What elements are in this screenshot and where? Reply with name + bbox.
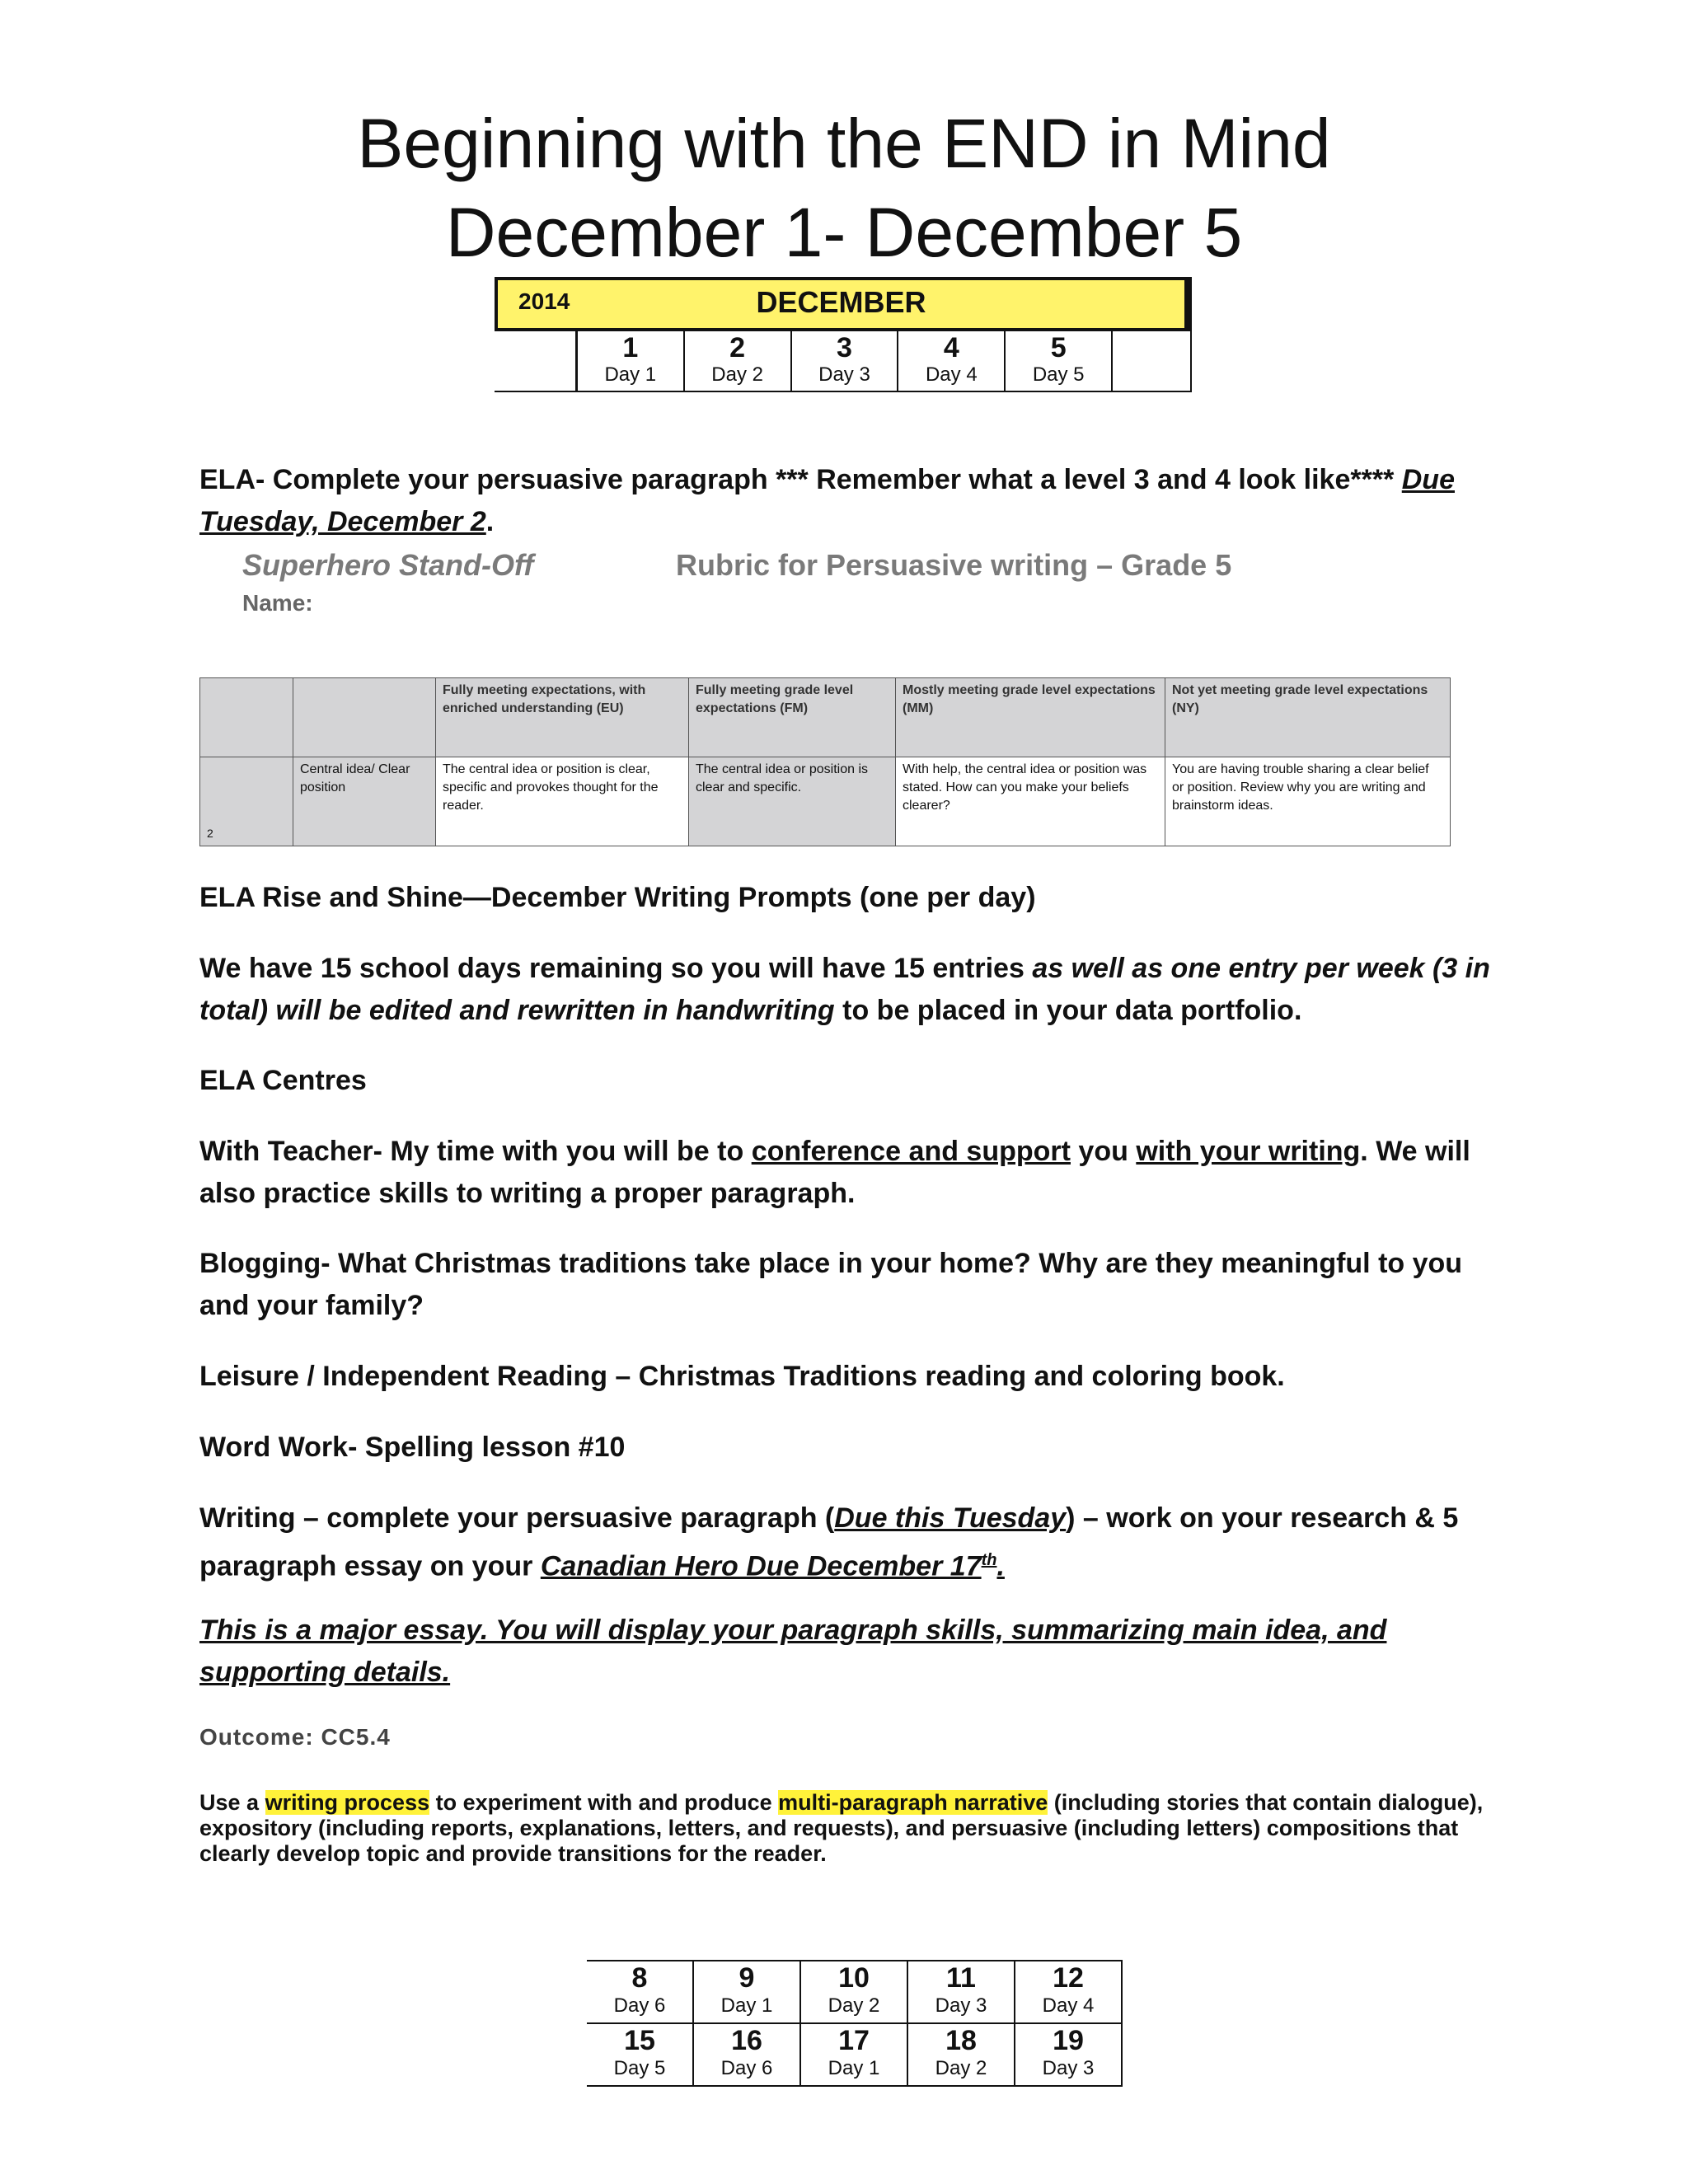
writing-text-b: Due this Tuesday [834,1502,1067,1534]
calendar-day-label: Day 3 [1042,2057,1095,2079]
rubric-cell-ny: You are having trouble sharing a clear belief or position. Review why you are writing and brainstorm ideas. [1165,757,1451,846]
calendar-day-cell [587,1961,693,2023]
calendar-date: 8 [631,1962,648,1994]
calendar-day-cell [1006,331,1113,391]
outcome-text-b: to experiment with and produce [429,1790,779,1815]
calendar-day-cell [1015,2023,1122,2086]
rubric-header-ny: Not yet meeting grade level expectations (NY) [1165,678,1451,757]
outcome-highlight-narrative: multi-paragraph narrative [778,1790,1048,1815]
calendar-header [495,277,1192,331]
ela-task-text: ELA- Complete your persuasive paragraph *** Remember what a level 3 and 4 look like**** [199,464,1402,495]
calendar-day-label: Day 1 [604,363,657,386]
calendar-date: 17 [838,2025,870,2056]
calendar-year: 2014 [518,288,570,314]
calendar-day-cell [693,2023,800,2086]
teacher-text-a: With Teacher- My time with you will be to [199,1136,752,1167]
entries-text-c: to be placed in your data portfolio. [834,995,1302,1026]
outcome-text-c: (including stories that contain dialogue), expository (including reports, explanations, letters, and requests), and persuasive (including letters) compositions that clearly develop topic and provide transitions for the reader. [199,1790,1484,1866]
rubric-row-label: Central idea/ Clear position [293,757,436,846]
calendar-day-cell [907,2023,1015,2086]
writing-text-c: ) – work on your research & 5 paragraph essay on your [199,1502,1459,1582]
calendar-day-label: Day 4 [925,363,978,386]
rubric-table [199,677,1451,846]
calendar-week-row [495,331,1192,392]
with-teacher-paragraph [199,1131,1502,1215]
teacher-text-e: . We will also practice skills to writing a proper paragraph. [199,1136,1470,1209]
calendar-day-label: Day 1 [720,1994,773,2017]
calendar-day-label: Day 3 [935,1994,987,2017]
rubric-corner-mark: 2 [200,757,293,846]
calendar-day-cell [693,1961,800,2023]
calendar-month: DECEMBER [756,285,926,319]
rubric-row [200,757,1451,846]
calendar-day-label: Day 4 [1042,1994,1095,2017]
calendar-day-label: Day 5 [613,2057,666,2079]
teacher-text-c: you [1070,1136,1137,1167]
centres-heading: ELA Centres [199,1065,367,1096]
calendar-date: 15 [624,2025,655,2056]
rubric-cell-mm: With help, the central idea or position was stated. How can you make your beliefs clearer? [896,757,1165,846]
calendar-day-label: Day 5 [1032,363,1085,386]
calendar-day-label: Day 2 [711,363,763,386]
rubric-empty-cell [293,678,436,757]
writing-paragraph [199,1497,1502,1587]
calendar-day-label: Day 2 [935,2057,987,2079]
calendar-date: 4 [943,332,959,363]
word-work-paragraph: Word Work- Spelling lesson #10 [199,1432,626,1463]
teacher-text-d: with your writing [1136,1136,1361,1167]
writing-text-e: . [996,1550,1005,1582]
teacher-text-b: conference and support [751,1136,1071,1167]
calendar-date: 19 [1053,2025,1084,2056]
ela-task-end: . [485,506,495,537]
rubric-cell-fm: The central idea or position is clear and specific. [689,757,896,846]
rubric-name-label: Name: [242,590,313,616]
outcome-label: Outcome: CC5.4 [199,1724,391,1750]
calendar-day-label: Day 6 [720,2057,773,2079]
rubric-cell-eu: The central idea or position is clear, specific and provokes thought for the reader. [436,757,689,846]
calendar-date: 10 [838,1962,870,1994]
entries-paragraph [199,948,1502,1032]
calendar-day-cell [800,2023,907,2086]
calendar-december-weeks-2-3 [587,1960,1123,2087]
calendar-day-cell [1015,1961,1122,2023]
ela-task-paragraph [199,459,1502,543]
calendar-date: 1 [622,332,639,363]
calendar-date: 12 [1053,1962,1084,1994]
major-essay-paragraph: This is a major essay. You will display your paragraph skills, summarizing main idea, and supporting details. [199,1615,1387,1688]
calendar-day-label: Day 3 [818,363,870,386]
ela-task-due: Due Tuesday, December 2 [199,464,1455,537]
entries-text-b: as well as one entry per week (3 in total) will be edited and rewritten in handwriting [199,953,1490,1026]
rubric-superhero-title: Superhero Stand-Off [242,548,534,582]
writing-text-d: Canadian Hero Due December 17 [540,1550,982,1582]
outcome-text-a: Use a [199,1790,265,1815]
calendar-week-row [587,2023,1122,2086]
rubric-title: Rubric for Persuasive writing – Grade 5 [676,548,1232,582]
calendar-day-cell [685,331,792,391]
calendar-day-cell [907,1961,1015,2023]
writing-text-sup: th [981,1551,997,1569]
page-subtitle-dates: December 1- December 5 [445,194,1243,271]
rubric-header-row [200,678,1451,757]
calendar-day-label: Day 6 [613,1994,666,2017]
calendar-day-label: Day 2 [828,1994,880,2017]
calendar-day-cell [587,2023,693,2086]
rise-shine-heading: ELA Rise and Shine—December Writing Prompts (one per day) [199,882,1036,913]
rubric-empty-cell [200,678,293,757]
rubric-header-eu: Fully meeting expectations, with enriched understanding (EU) [436,678,689,757]
calendar-date: 2 [729,332,746,363]
calendar-empty-cell [1113,331,1192,391]
calendar-day-cell [792,331,899,391]
leisure-paragraph: Leisure / Independent Reading – Christmas Traditions reading and coloring book. [199,1361,1285,1392]
outcome-highlight-writing-process: writing process [265,1790,430,1815]
calendar-date: 3 [837,332,852,363]
calendar-december-week1 [495,277,1192,392]
calendar-day-label: Day 1 [828,2057,880,2079]
entries-text-a: We have 15 school days remaining so you will have 15 entries [199,953,1033,984]
calendar-week-row [587,1961,1122,2023]
calendar-date: 18 [945,2025,977,2056]
rubric-header-fm: Fully meeting grade level expectations (FM) [689,678,896,757]
calendar-day-cell [800,1961,907,2023]
calendar-day-cell [898,331,1006,391]
calendar-date: 9 [738,1962,755,1994]
rubric-header-mm: Mostly meeting grade level expectations (MM) [896,678,1165,757]
calendar-date: 5 [1050,332,1067,363]
calendar-empty-cell [495,331,578,391]
calendar-day-cell [578,331,685,391]
writing-text-a: Writing – complete your persuasive paragraph ( [199,1502,835,1534]
calendar-date: 16 [731,2025,762,2056]
blogging-paragraph: Blogging- What Christmas traditions take place in your home? Why are they meaningful to you and your family? [199,1248,1463,1321]
outcome-paragraph [199,1790,1485,1867]
page-title: Beginning with the END in Mind [357,105,1331,182]
calendar-date: 11 [946,1962,976,1994]
